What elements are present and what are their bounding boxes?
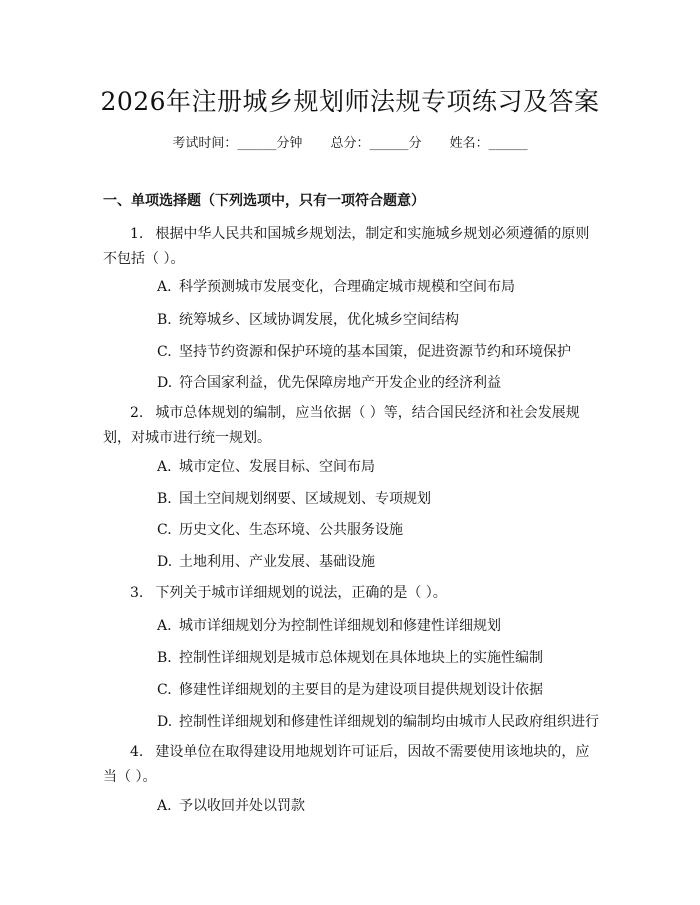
option-text: 予以收回并处以罚款	[179, 798, 305, 814]
option-letter: A.	[157, 279, 172, 295]
question-number: 4.	[130, 744, 144, 760]
question-text: 下列关于城市详细规划的说法，正确的是（ ）。	[155, 585, 447, 601]
page-title: 2026年注册城乡规划师法规专项练习及答案	[100, 87, 600, 116]
option-letter: D.	[157, 375, 173, 391]
option-text: 历史文化、生态环境、公共服务设施	[179, 522, 403, 538]
question-number: 2.	[130, 405, 144, 421]
option-letter: B.	[157, 491, 172, 507]
question-text: 城市总体规划的编制，应当依据（ ）等，结合国民经济和社会发展规划，对城市进行统一规划。	[103, 405, 580, 446]
option-text: 控制性详细规划和修建性详细规划的编制均由城市人民政府组织进行	[179, 714, 599, 730]
option-letter: A.	[157, 459, 172, 475]
option-item	[157, 372, 501, 392]
option-text: 城市详细规划分为控制性详细规划和修建性详细规划	[179, 618, 501, 634]
question-text: 根据中华人民共和国城乡规划法，制定和实施城乡规划必须遵循的原则不包括（ ）。	[103, 226, 590, 267]
name-field: 姓名：______	[449, 136, 528, 151]
option-letter: D.	[157, 714, 173, 730]
option-item	[157, 488, 431, 508]
option-text: 城市定位、发展目标、空间布局	[179, 459, 375, 475]
option-text: 坚持节约资源和保护环境的基本国策，促进资源节约和环境保护	[179, 344, 571, 360]
option-item	[157, 456, 375, 476]
question-1	[103, 222, 603, 272]
option-item	[157, 615, 501, 635]
exam-time-field: 考试时间：______分钟	[172, 136, 303, 151]
option-letter: B.	[157, 312, 172, 328]
option-text: 符合国家利益，优先保障房地产开发企业的经济利益	[179, 375, 501, 391]
option-letter: A.	[157, 798, 172, 814]
option-text: 修建性详细规划的主要目的是为建设项目提供规划设计依据	[179, 682, 543, 698]
option-item	[157, 519, 403, 539]
question-text: 建设单位在取得建设用地规划许可证后，因故不需要使用该地块的，应当（ ）。	[103, 744, 590, 785]
question-2	[103, 401, 603, 451]
question-number: 1.	[130, 226, 144, 242]
option-item	[157, 647, 543, 667]
question-4	[103, 740, 603, 790]
option-letter: C.	[157, 682, 172, 698]
question-number: 3.	[130, 585, 144, 601]
option-item	[157, 341, 571, 361]
section-heading: 一、单项选择题（下列选项中，只有一项符合题意）	[103, 193, 425, 209]
total-score-field: 总分：______分	[330, 136, 422, 151]
option-text: 统筹城乡、区域协调发展，优化城乡空间结构	[179, 312, 459, 328]
option-text: 科学预测城市发展变化，合理确定城市规模和空间布局	[179, 279, 515, 295]
option-text: 控制性详细规划是城市总体规划在具体地块上的实施性编制	[179, 650, 543, 666]
exam-meta	[0, 132, 700, 151]
option-item	[157, 551, 375, 571]
option-item	[157, 309, 459, 329]
option-letter: A.	[157, 618, 172, 634]
option-letter: B.	[157, 650, 172, 666]
question-3	[103, 581, 603, 606]
option-letter: C.	[157, 522, 172, 538]
option-item	[157, 795, 305, 815]
option-item	[157, 276, 515, 296]
option-letter: D.	[157, 554, 173, 570]
option-text: 国土空间规划纲要、区域规划、专项规划	[179, 491, 431, 507]
option-text: 土地利用、产业发展、基础设施	[179, 554, 375, 570]
option-letter: C.	[157, 344, 172, 360]
option-item	[157, 711, 599, 731]
option-item	[157, 679, 543, 699]
